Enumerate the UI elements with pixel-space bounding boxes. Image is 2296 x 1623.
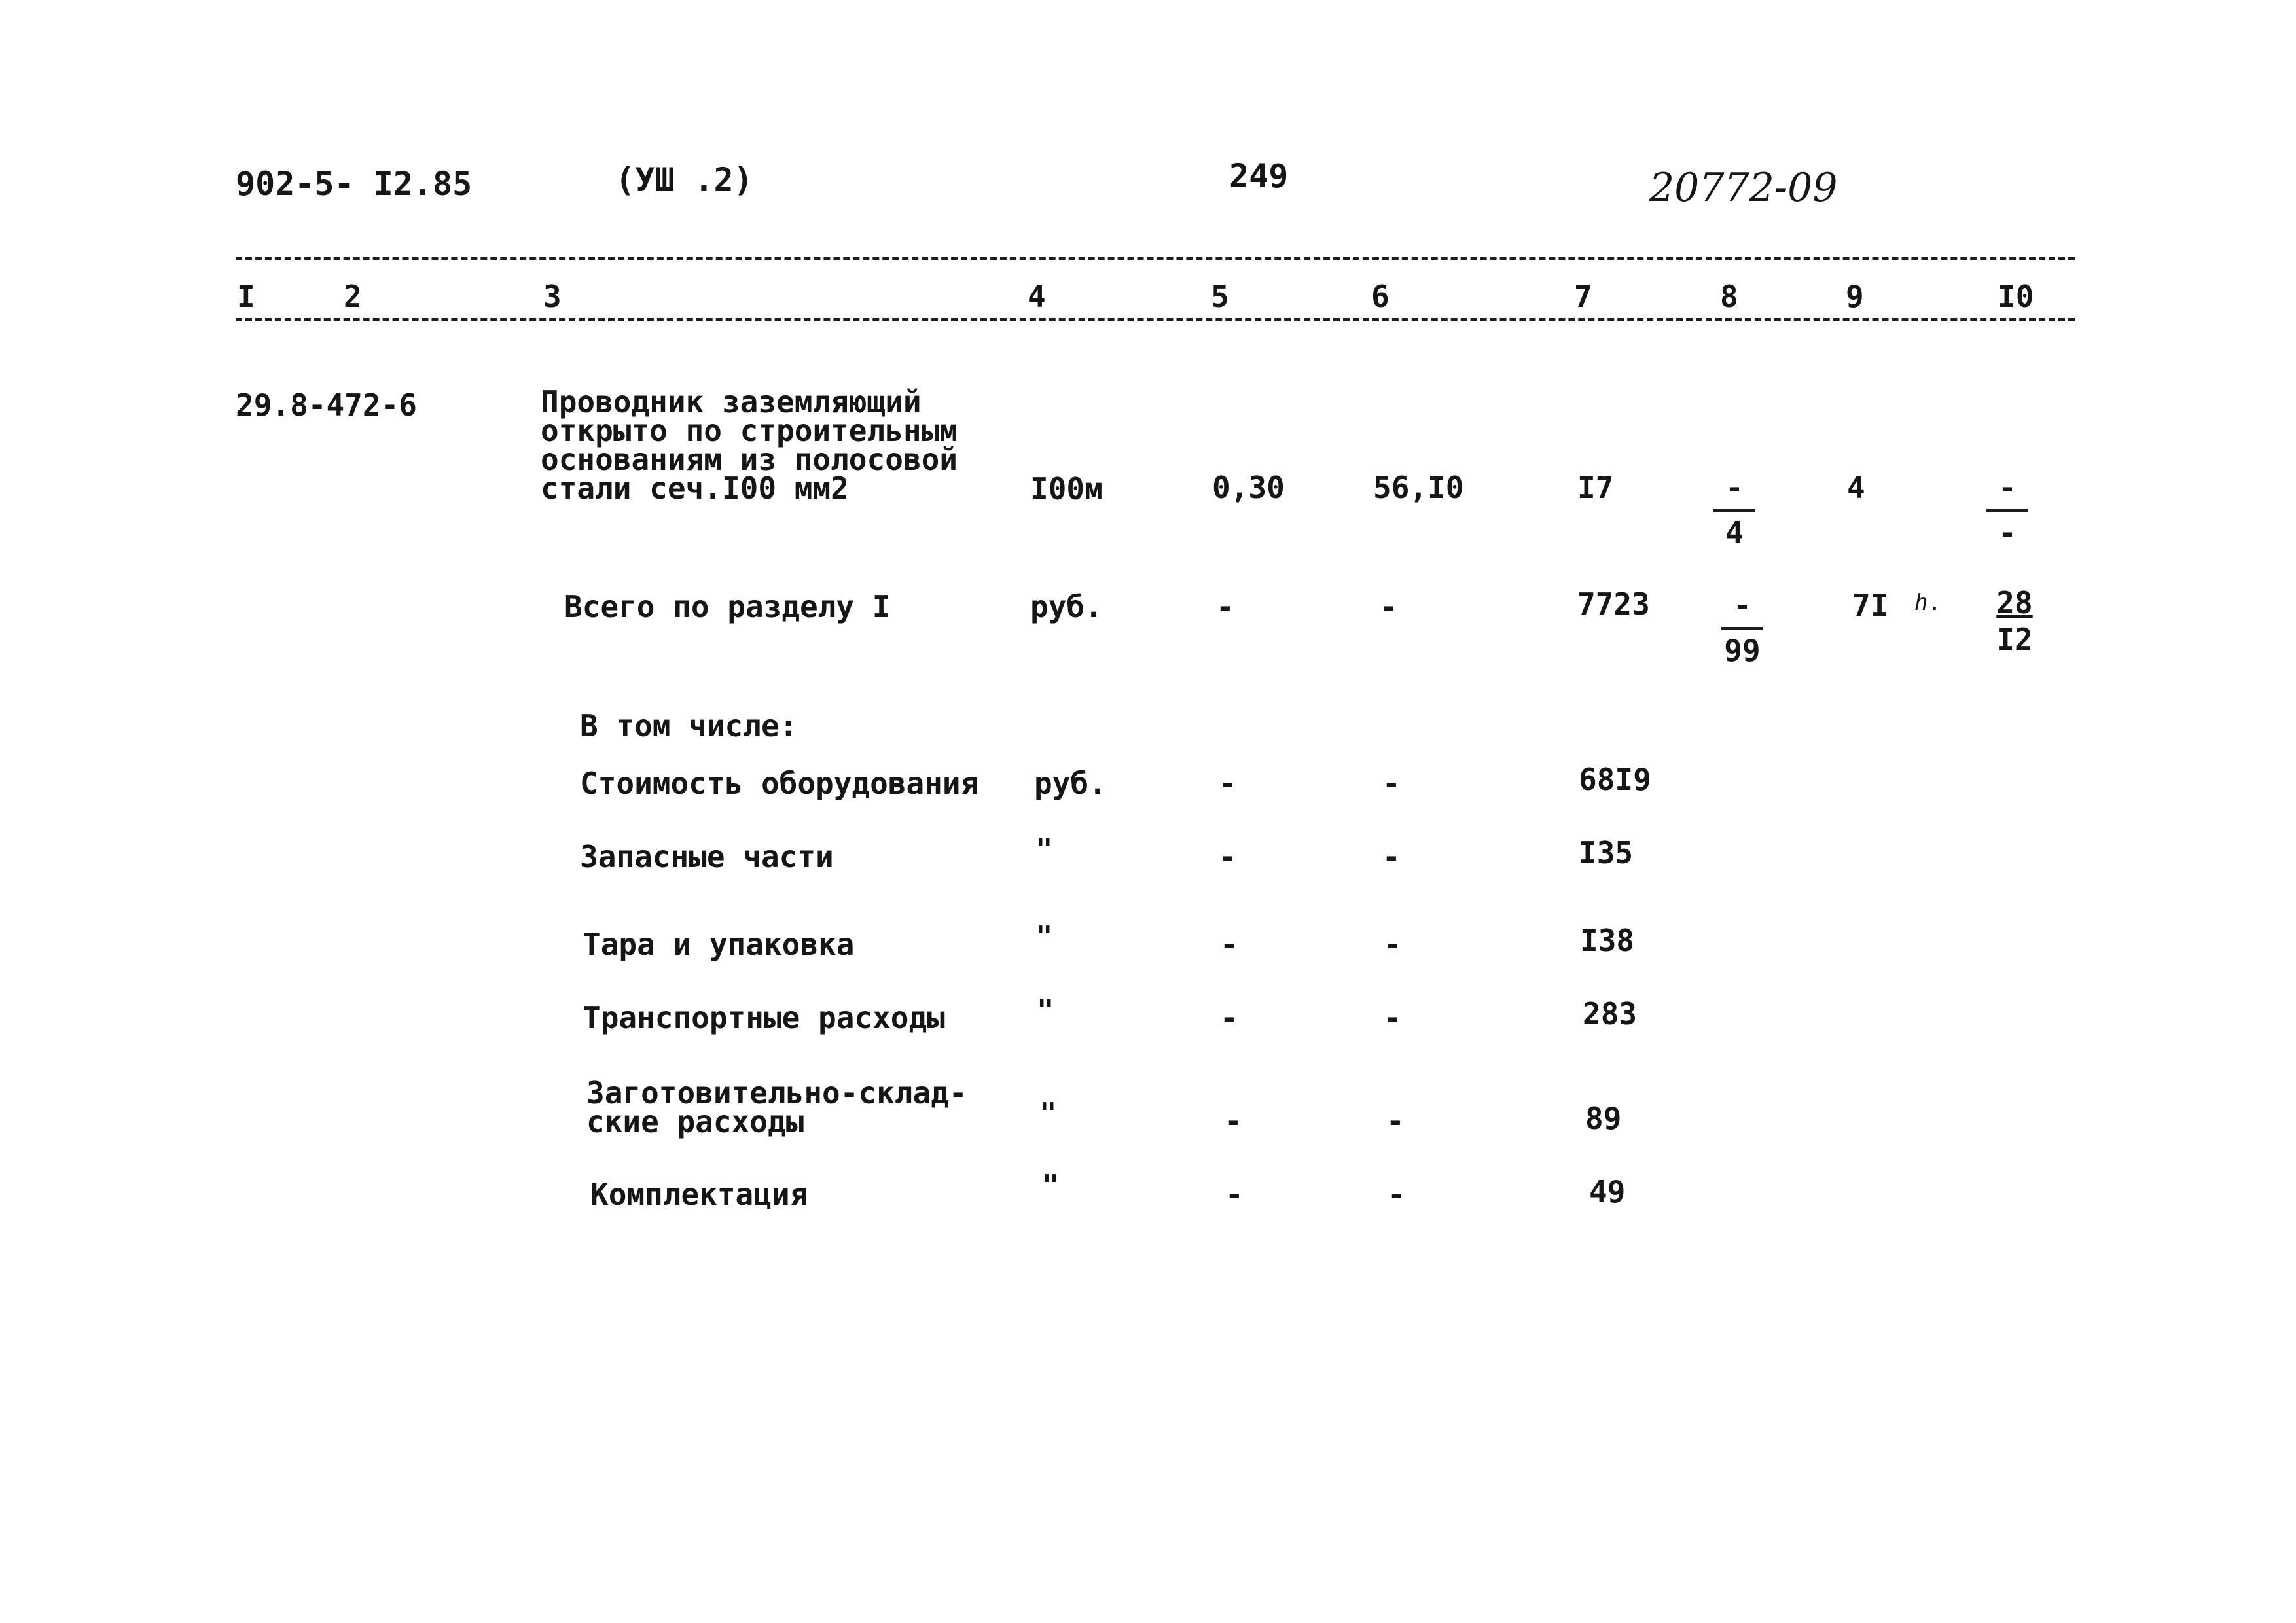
breakdown-col5: -: [1219, 839, 1237, 874]
total-label: Всего по разделу I: [564, 589, 891, 624]
including-label: В том числе:: [580, 708, 798, 743]
column-number-2: 2: [344, 279, 362, 314]
total-col8-numerator: -: [1733, 588, 1751, 623]
item-col8-denominator: 4: [1725, 515, 1744, 550]
fraction-bar: [1713, 509, 1755, 512]
item-col9: 4: [1847, 470, 1865, 505]
breakdown-unit: ": [1037, 993, 1054, 1027]
breakdown-unit: руб.: [1034, 766, 1107, 801]
item-col8-fraction: [1713, 470, 1755, 550]
breakdown-col6: -: [1386, 1103, 1405, 1139]
column-number-1: I: [237, 279, 255, 314]
item-unit: I00м: [1030, 471, 1103, 507]
breakdown-label: Стоимость оборудования: [580, 766, 979, 801]
breakdown-label: Запасные части: [580, 839, 834, 874]
column-number-7: 7: [1574, 279, 1592, 314]
breakdown-col7: I38: [1580, 923, 1635, 958]
column-number-4: 4: [1028, 279, 1046, 314]
section-number: (УШ .2): [615, 161, 753, 199]
breakdown-col7: 49: [1589, 1174, 1626, 1209]
item-col7: I7: [1577, 470, 1614, 505]
item-col10-fraction: [1986, 470, 2028, 550]
breakdown-unit: ": [1042, 1169, 1060, 1202]
document-code: 902-5- I2.85: [236, 165, 473, 203]
breakdown-col7: I35: [1579, 835, 1634, 870]
breakdown-label: Комплектация: [590, 1177, 808, 1212]
breakdown-col6: -: [1388, 1177, 1406, 1212]
item-col10-numerator: -: [1998, 470, 2017, 505]
document-number: 20772-09: [1649, 165, 1838, 211]
breakdown-col5: -: [1220, 927, 1238, 962]
breakdown-label: Тара и упаковка: [583, 927, 855, 962]
total-col8-fraction: [1721, 590, 1763, 666]
breakdown-col6: -: [1384, 927, 1402, 962]
breakdown-col6: -: [1384, 1000, 1402, 1035]
column-number-10: I0: [1998, 279, 2034, 314]
column-number-9: 9: [1846, 279, 1864, 314]
breakdown-col5: -: [1225, 1177, 1244, 1212]
fraction-bar: [1986, 509, 2028, 512]
total-col9: 7I: [1852, 588, 1889, 623]
total-col5: -: [1216, 589, 1234, 624]
item-description: Проводник заземляющий открыто по строительным основаниям из полосовой стали сеч.I00 мм2: [541, 384, 958, 506]
breakdown-unit: ": [1039, 1097, 1057, 1130]
breakdown-col7: 68I9: [1579, 762, 1651, 797]
total-col10-fraction: [1994, 585, 2036, 657]
breakdown-col5: -: [1219, 766, 1237, 801]
total-col6: -: [1380, 589, 1398, 624]
total-col9-mark: ℎ.: [1914, 590, 1941, 616]
page-number: 249: [1229, 157, 1289, 195]
item-col8-numerator: -: [1725, 470, 1744, 505]
total-col10-denominator: I2: [1996, 622, 2033, 657]
column-rule-top: [236, 257, 2075, 260]
total-unit: руб.: [1030, 589, 1103, 624]
column-number-8: 8: [1720, 279, 1738, 314]
column-number-6: 6: [1371, 279, 1390, 314]
breakdown-unit: ": [1035, 832, 1053, 866]
breakdown-col5: -: [1224, 1103, 1242, 1139]
breakdown-col6: -: [1382, 839, 1401, 874]
item-col10-denominator: -: [1998, 515, 2017, 550]
fraction-bar: [1721, 627, 1763, 630]
total-col7: 7723: [1577, 586, 1650, 622]
breakdown-label: Транспортные расходы: [583, 1000, 945, 1035]
total-col10-numerator: 28: [1996, 585, 2033, 620]
total-col8-denominator: 99: [1724, 633, 1761, 668]
column-rule-bottom: [236, 318, 2075, 321]
breakdown-col6: -: [1382, 766, 1401, 801]
breakdown-col7: 89: [1585, 1101, 1622, 1136]
item-col5: 0,30: [1212, 470, 1285, 505]
breakdown-unit: ": [1035, 920, 1053, 954]
breakdown-col7: 283: [1583, 996, 1638, 1031]
breakdown-label: Заготовительно-склад- ские расходы: [586, 1075, 967, 1139]
item-code: 29.8-472-6: [236, 387, 417, 423]
item-col6: 56,I0: [1373, 470, 1464, 505]
breakdown-col5: -: [1220, 1000, 1238, 1035]
column-number-3: 3: [543, 279, 562, 314]
column-number-5: 5: [1211, 279, 1229, 314]
